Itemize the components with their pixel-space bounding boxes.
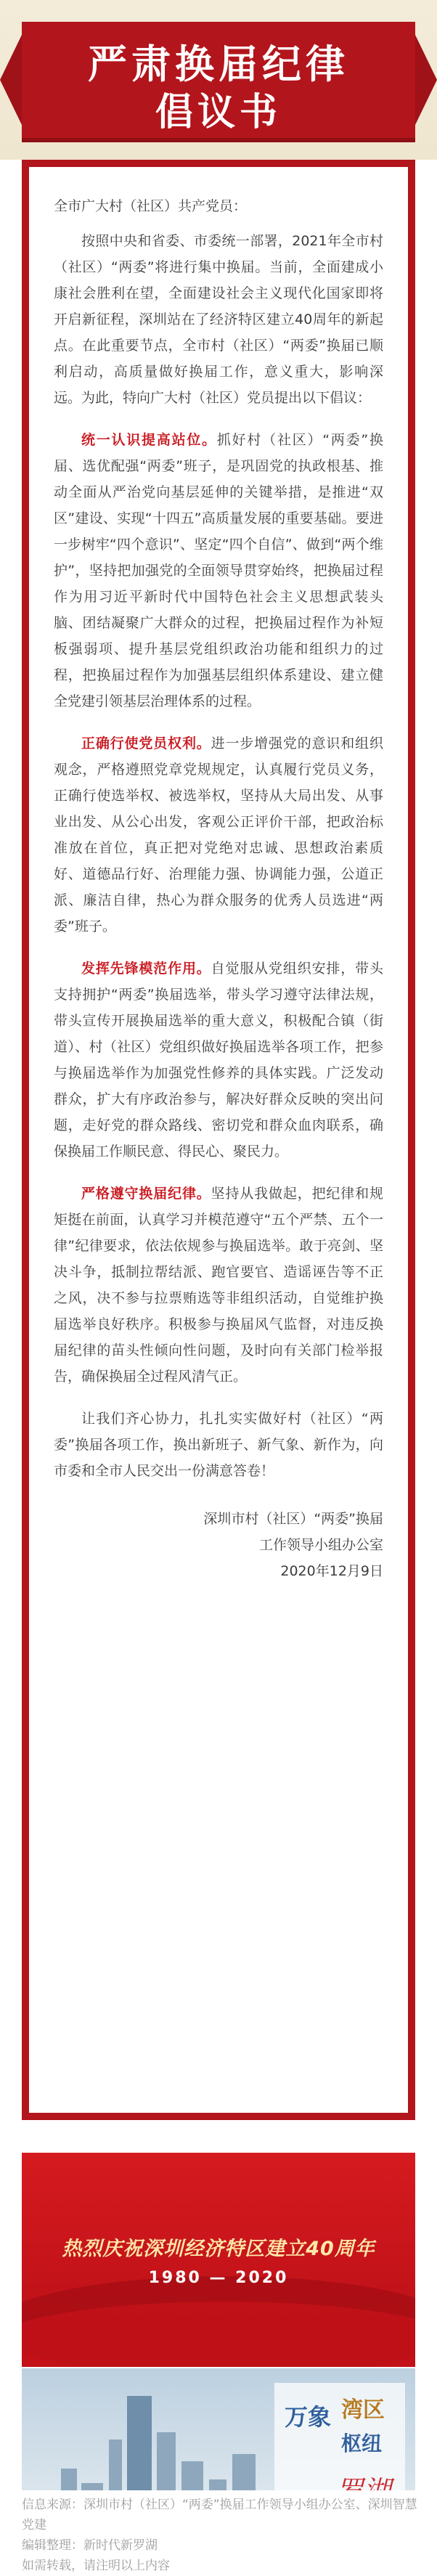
intro-paragraph: 按照中央和省委、市委统一部署，2021年全市村（社区）“两委”将进行集中换届。当前，全面建成小康社会胜利在望，全面建设社会主义现代化国家即将开启新征程，深圳站在了经济特区建立40周年的新起点。在此重要节点，全市村（社区）“两委”换届已顺利启动，高质量做好换届工作，意义重大，影响深远。为此，特向广大村（社区）党员提出以下倡议： <box>54 233 383 406</box>
closing-paragraph: 让我们齐心协力，扎扎实实做好村（社区）“两委”换届各项工作，换出新班子、新气象、新作为，向市委和全市人民交出一份满意答卷！ <box>54 1411 383 1479</box>
page-subtitle: 倡议书 <box>155 90 282 134</box>
slogan-wanxiang: 万象 <box>285 2403 332 2431</box>
source-info <box>22 2490 417 2576</box>
signature-date: 2020年12月9日 <box>280 1563 383 1579</box>
section-paragraph-3 <box>54 955 383 1165</box>
signature-org: 深圳市村（社区）“两委”换届 <box>203 1511 383 1527</box>
anniversary-years: 1980 — 2020 <box>148 2269 289 2287</box>
section-key-4: 严格遵守换届纪律。 <box>81 1186 211 1202</box>
section-text-1: 抓好村（社区）“两委”换届、选优配强“两委”班子，是巩固党的执政根基、推动全面从严治党向基层延伸的关键举措，是推进“双区”建设、实现“十四五”高质量发展的重要基础。要进一步树牢“四个意识”、坚定“四个自信”、做到“两个维护”，坚持把加强党的全面领导贯穿始终，把换届过程作为用习近平新时代中国特色社会主义思想武装头脑、团结凝聚广大群众的过程，把换届过程作为补短板强弱项、提升基层党组织政治功能和组织力的过程，把换届过程作为加强基层组织体系建设、建立健全党建引领基层治理体系的过程。 <box>54 432 383 709</box>
header-banner <box>0 0 437 160</box>
slogan-shuniu: 枢纽 <box>341 2432 383 2455</box>
section-text-4: 坚持从我做起，把纪律和规矩挺在前面，认真学习并模范遵守“五个严禁、五个一律”纪律要求，依法依规参与换届选举。敢于亮剑、坚决斗争，抵制拉帮结派、跑官要官、造谣诬告等不正之风，决不参与拉票贿选等非组织活动，自觉维护换届选举良好秩序。积极参与换届风气监督，对违反换届纪律的苗头性倾向性问题，及时向有关部门检举报告，确保换届全过程风清气正。 <box>54 1186 383 1385</box>
section-key-3: 发挥先锋模范作用。 <box>81 961 211 977</box>
source-line: 信息来源：深圳市村（社区）“两委”换届工作领导小组办公室、深圳智慧党建 <box>22 2498 417 2532</box>
letter-frame <box>22 160 415 2120</box>
letter-content <box>29 167 408 1584</box>
section-key-1: 统一认识提高站位。 <box>81 432 217 448</box>
signature-office: 工作领导小组办公室 <box>258 1537 383 1553</box>
section-key-2: 正确行使党员权利。 <box>81 735 211 751</box>
section-text-2: 进一步增强党的意识和组织观念，严格遵照党章党规规定，认真履行党员义务，正确行使选举权、被选举权，坚持从大局出发、从事业出发、从公心出发，客观公正评价干部，把政治标准放在首位，真正把对党绝对忠诚、思想政治素质好、道德品行好、治理能力强、协调能力强，公道正派、廉洁自律，热心为群众服务的优秀人员选进“两委”班子。 <box>54 735 383 934</box>
slogan-wanqu: 湾区 <box>341 2397 385 2423</box>
editor-line: 编辑整理：新时代新罗湖 <box>22 2538 158 2553</box>
anniversary-title: 热烈庆祝深圳经济特区建立40周年 <box>62 2238 375 2260</box>
section-text-3: 自觉服从党组织安排，带头支持拥护“两委”换届选举，带头学习遵守法律法规，带头宣传开展换届选举的重大意义，积极配合镇（街道）、村（社区）党组织做好换届选举各项工作，把参与换届选举作为加强党性修养的具体实践。广泛发动群众，扩大有序政治参与，解决好群众反映的突出问题，走好党的群众路线、密切党和群众血肉联系，确保换届工作顺民意、得民心、聚民力。 <box>54 961 383 1159</box>
anniversary-banner <box>22 2153 415 2367</box>
section-paragraph-1 <box>54 427 383 714</box>
salutation: 全市广大村（社区）共产党员： <box>54 198 248 214</box>
page-title: 严肃换届纪律 <box>88 41 349 87</box>
section-paragraph-2 <box>54 730 383 939</box>
signature-block <box>54 1506 383 1584</box>
reprint-line: 如需转载，请注明以上内容 <box>22 2559 170 2573</box>
section-paragraph-4 <box>54 1181 383 1390</box>
banner-wave <box>22 2302 415 2367</box>
